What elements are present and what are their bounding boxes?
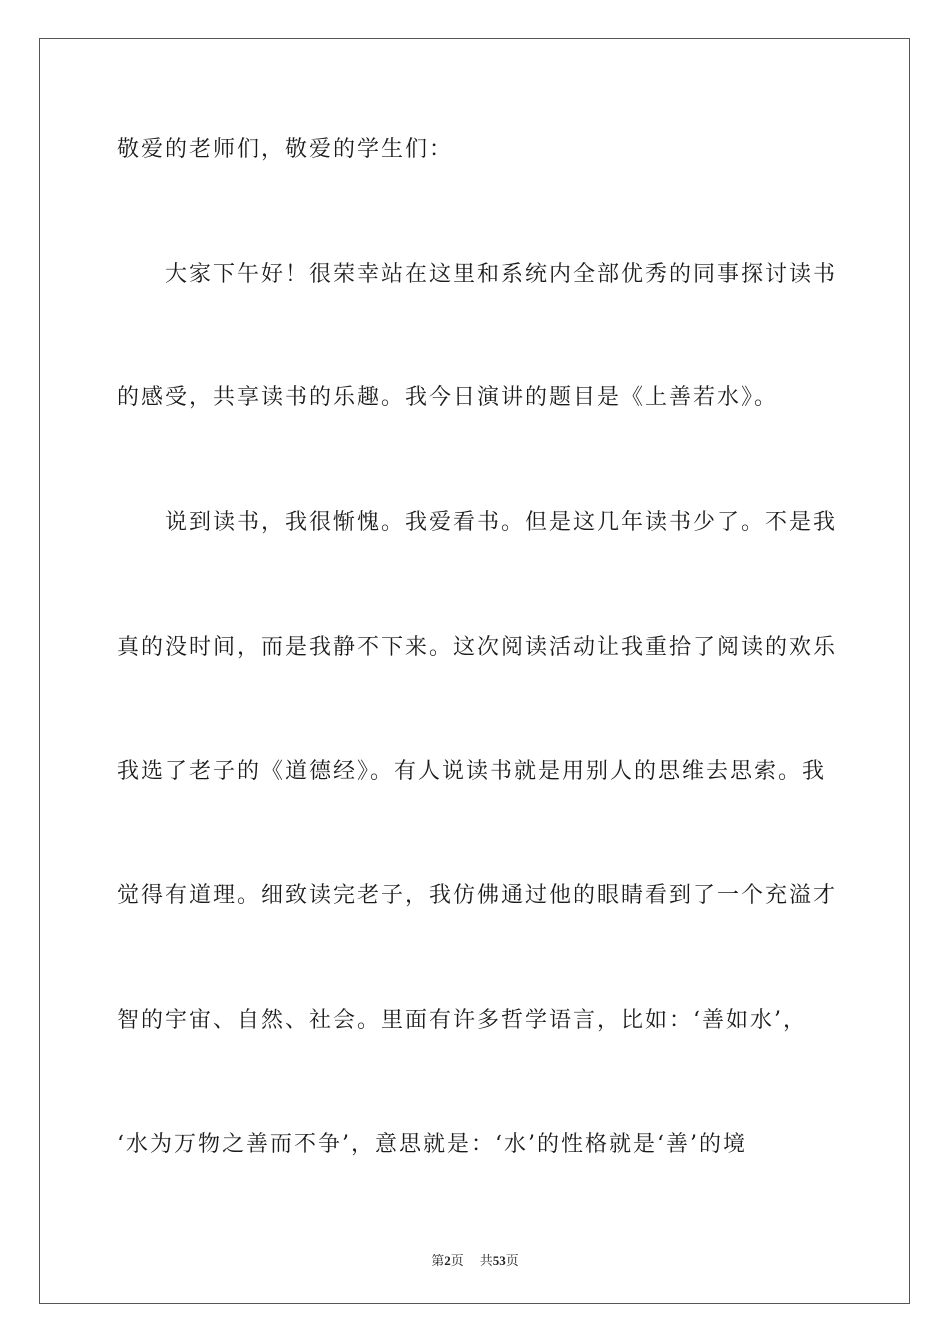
page-suffix: 页 [450,1253,464,1268]
body-line: 觉得有道理。细致读完老子，我仿佛通过他的眼睛看到了一个充溢才 [117,883,838,908]
page-prefix: 第 [431,1253,445,1268]
page-number: 2 [444,1253,451,1268]
total-pages: 53 [492,1253,506,1268]
body-line: ‘水为万物之善而不争’，意思就是：‘水’的性格就是‘善’的境 [117,1132,747,1157]
total-suffix: 页 [505,1253,519,1268]
body-line: 大家下午好！很荣幸站在这里和系统内全部优秀的同事探讨读书 [165,262,838,287]
body-line: 我选了老子的《道德经》。有人说读书就是用别人的思维去思索。我 [117,759,827,784]
page-border [39,38,910,1304]
body-line: 的感受，共享读书的乐趣。我今日演讲的题目是《上善若水》。 [117,385,779,410]
body-line: 智的宇宙、自然、社会。里面有许多哲学语言，比如：‘善如水’， [117,1008,807,1033]
body-line: 说到读书，我很惭愧。我爱看书。但是这几年读书少了。不是我 [165,510,838,535]
total-prefix: 共 [479,1253,493,1268]
body-line: 真的没时间，而是我静不下来。这次阅读活动让我重拾了阅读的欢乐 [117,635,838,660]
body-line: 敬爱的老师们，敬爱的学生们： [117,137,454,162]
page-footer [0,1250,950,1269]
